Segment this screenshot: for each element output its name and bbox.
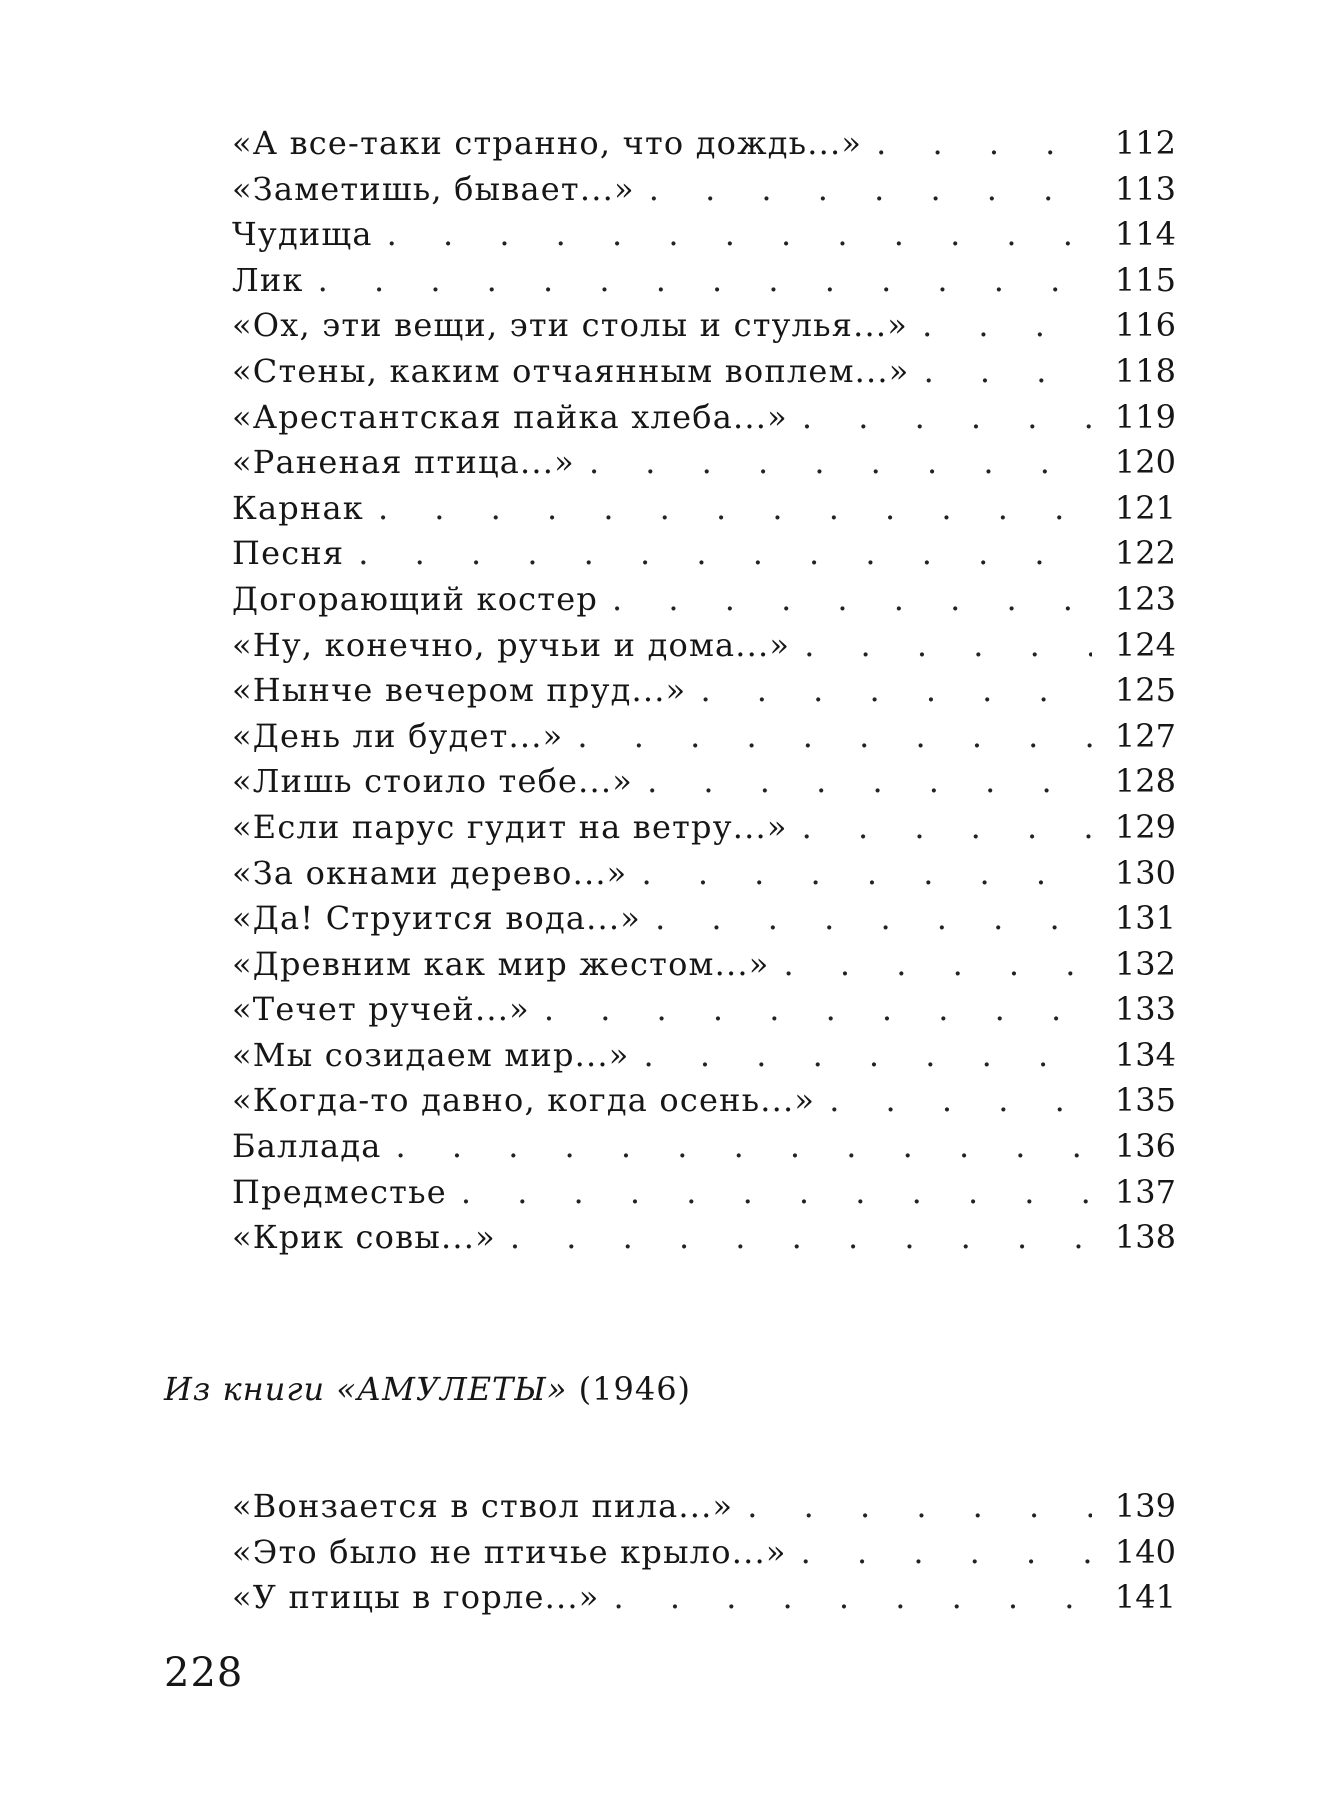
- toc-entry-title: «Лишь стоило тебе...»: [232, 762, 634, 801]
- dot-leader: [747, 1487, 1092, 1525]
- toc-entry-page: 131: [1114, 899, 1176, 938]
- toc-entry: [232, 1578, 1176, 1624]
- toc-entry-page: 135: [1114, 1081, 1176, 1120]
- toc-entry: [232, 626, 1176, 672]
- toc-entry-title: «Древним как мир жестом...»: [232, 944, 770, 983]
- toc-entry: [232, 808, 1176, 854]
- dot-leader: [544, 990, 1092, 1028]
- toc-entry-title: Баллада: [232, 1127, 382, 1166]
- dot-leader: [924, 352, 1092, 390]
- toc-entry-title: «Раненая птица...»: [232, 443, 575, 482]
- dot-leader: [801, 1533, 1092, 1571]
- dot-leader: [649, 170, 1092, 208]
- toc-entry-title: «Мы созидаем мир...»: [232, 1035, 630, 1074]
- toc-entry: [232, 762, 1176, 808]
- dot-leader: [577, 717, 1092, 755]
- dot-leader: [700, 671, 1092, 709]
- toc-entry-title: «Ох, эти вещи, эти столы и стулья...»: [232, 306, 909, 345]
- toc-entry-page: 113: [1114, 169, 1176, 208]
- section-heading-year: (1946): [578, 1370, 692, 1408]
- toc-entry: [232, 717, 1176, 763]
- toc-entry-page: 112: [1114, 124, 1176, 162]
- toc-entry-title: «День ли будет...»: [232, 716, 564, 755]
- toc-entry: [232, 170, 1176, 216]
- dot-leader: [378, 489, 1092, 527]
- toc-entry: [232, 261, 1176, 307]
- toc-entry-page: 139: [1114, 1487, 1176, 1525]
- dot-leader: [461, 1173, 1092, 1211]
- toc-entry-page: 114: [1114, 215, 1176, 254]
- toc-entry-title: Предместье: [232, 1172, 447, 1211]
- dot-leader: [784, 945, 1092, 983]
- toc-entry-page: 138: [1114, 1218, 1176, 1257]
- toc-entry: [232, 990, 1176, 1036]
- toc-entry-title: «А все-таки странно, что дождь...»: [232, 124, 863, 162]
- dot-leader: [647, 762, 1092, 800]
- dot-leader: [655, 899, 1092, 937]
- dot-leader: [644, 1036, 1092, 1074]
- section-heading-title: Из книги «АМУЛЕТЫ»: [164, 1370, 568, 1408]
- dot-leader: [387, 215, 1092, 253]
- dot-leader: [829, 1081, 1092, 1119]
- toc-entry: [232, 1218, 1176, 1264]
- toc-list-main: [232, 124, 1176, 1264]
- toc-entry-page: 122: [1114, 534, 1176, 573]
- toc-entry-page: 129: [1114, 807, 1176, 846]
- toc-entry-page: 120: [1114, 443, 1176, 482]
- toc-entry-page: 130: [1114, 853, 1176, 892]
- dot-leader: [318, 261, 1092, 299]
- toc-entry-title: «За окнами дерево...»: [232, 853, 628, 892]
- toc-entry-page: 116: [1114, 306, 1176, 345]
- toc-entry-page: 115: [1114, 260, 1176, 299]
- toc-entry-title: «У птицы в горле...»: [232, 1578, 600, 1617]
- toc-entry-page: 128: [1114, 762, 1176, 801]
- toc-entry-title: «Если парус гудит на ветру...»: [232, 807, 788, 846]
- toc-entry-title: «Когда-то давно, когда осень...»: [232, 1081, 816, 1120]
- toc-entry-title: «Заметишь, бывает...»: [232, 169, 635, 208]
- toc-entry: [232, 1487, 1176, 1533]
- toc-entry-title: «Стены, каким отчаянным воплем...»: [232, 351, 910, 390]
- dot-leader: [589, 443, 1092, 481]
- toc-entry: [232, 899, 1176, 945]
- toc-entry: [232, 671, 1176, 717]
- toc-entry: [232, 398, 1176, 444]
- toc-entry-page: 141: [1114, 1578, 1176, 1617]
- page-number: 228: [164, 1650, 244, 1696]
- toc-entry: [232, 124, 1176, 170]
- toc-list-second: [232, 1487, 1176, 1624]
- toc-entry: [232, 1533, 1176, 1579]
- toc-entry-title: «Арестантская пайка хлеба...»: [232, 397, 788, 436]
- dot-leader: [804, 626, 1092, 664]
- toc-entry: [232, 489, 1176, 535]
- toc-entry: [232, 306, 1176, 352]
- toc-entry-page: 125: [1114, 671, 1176, 710]
- toc-entry-page: 118: [1114, 351, 1176, 390]
- toc-entry-title: Песня: [232, 534, 345, 573]
- toc-entry: [232, 1081, 1176, 1127]
- toc-entry-title: «Течет ручей...»: [232, 990, 530, 1029]
- toc-entry-page: 124: [1114, 625, 1176, 664]
- toc-entry-page: 140: [1114, 1532, 1176, 1571]
- section-heading: [164, 1370, 691, 1408]
- dot-leader: [396, 1127, 1092, 1165]
- toc-entry: [232, 854, 1176, 900]
- toc-entry: [232, 1173, 1176, 1219]
- dot-leader: [358, 534, 1092, 572]
- toc-entry-page: 127: [1114, 716, 1176, 755]
- toc-entry: [232, 1036, 1176, 1082]
- toc-entry-title: «Ну, конечно, ручьи и дома...»: [232, 625, 791, 664]
- toc-entry-page: 119: [1114, 397, 1176, 436]
- toc-entry: [232, 352, 1176, 398]
- toc-entry-title: Карнак: [232, 488, 364, 527]
- toc-entry: [232, 534, 1176, 580]
- toc-entry-page: 121: [1114, 488, 1176, 527]
- dot-leader: [641, 854, 1092, 892]
- toc-entry: [232, 1127, 1176, 1173]
- toc-entry-page: 134: [1114, 1035, 1176, 1074]
- toc-entry-page: 132: [1114, 944, 1176, 983]
- dot-leader: [922, 306, 1092, 344]
- toc-entry: [232, 580, 1176, 626]
- toc-entry-page: 136: [1114, 1127, 1176, 1166]
- toc-entry-title: «Вонзается в ствол пила...»: [232, 1487, 734, 1525]
- toc-entry-page: 137: [1114, 1172, 1176, 1211]
- toc-entry-title: «Крик совы...»: [232, 1218, 496, 1257]
- dot-leader: [614, 1578, 1092, 1616]
- dot-leader: [802, 808, 1092, 846]
- toc-entry-page: 123: [1114, 579, 1176, 618]
- dot-leader: [876, 124, 1092, 162]
- toc-entry-title: «Да! Струится вода...»: [232, 899, 642, 938]
- dot-leader: [802, 398, 1092, 436]
- toc-entry: [232, 945, 1176, 991]
- toc-entry-title: Чудища: [232, 215, 373, 254]
- toc-entry: [232, 215, 1176, 261]
- toc-entry-title: Лик: [232, 260, 304, 299]
- toc-entry-title: «Нынче вечером пруд...»: [232, 671, 687, 710]
- toc-entry: [232, 443, 1176, 489]
- dot-leader: [612, 580, 1092, 618]
- toc-entry-page: 133: [1114, 990, 1176, 1029]
- dot-leader: [510, 1218, 1092, 1256]
- toc-entry-title: «Это было не птичье крыло...»: [232, 1532, 787, 1571]
- toc-entry-title: Догорающий костер: [232, 579, 599, 618]
